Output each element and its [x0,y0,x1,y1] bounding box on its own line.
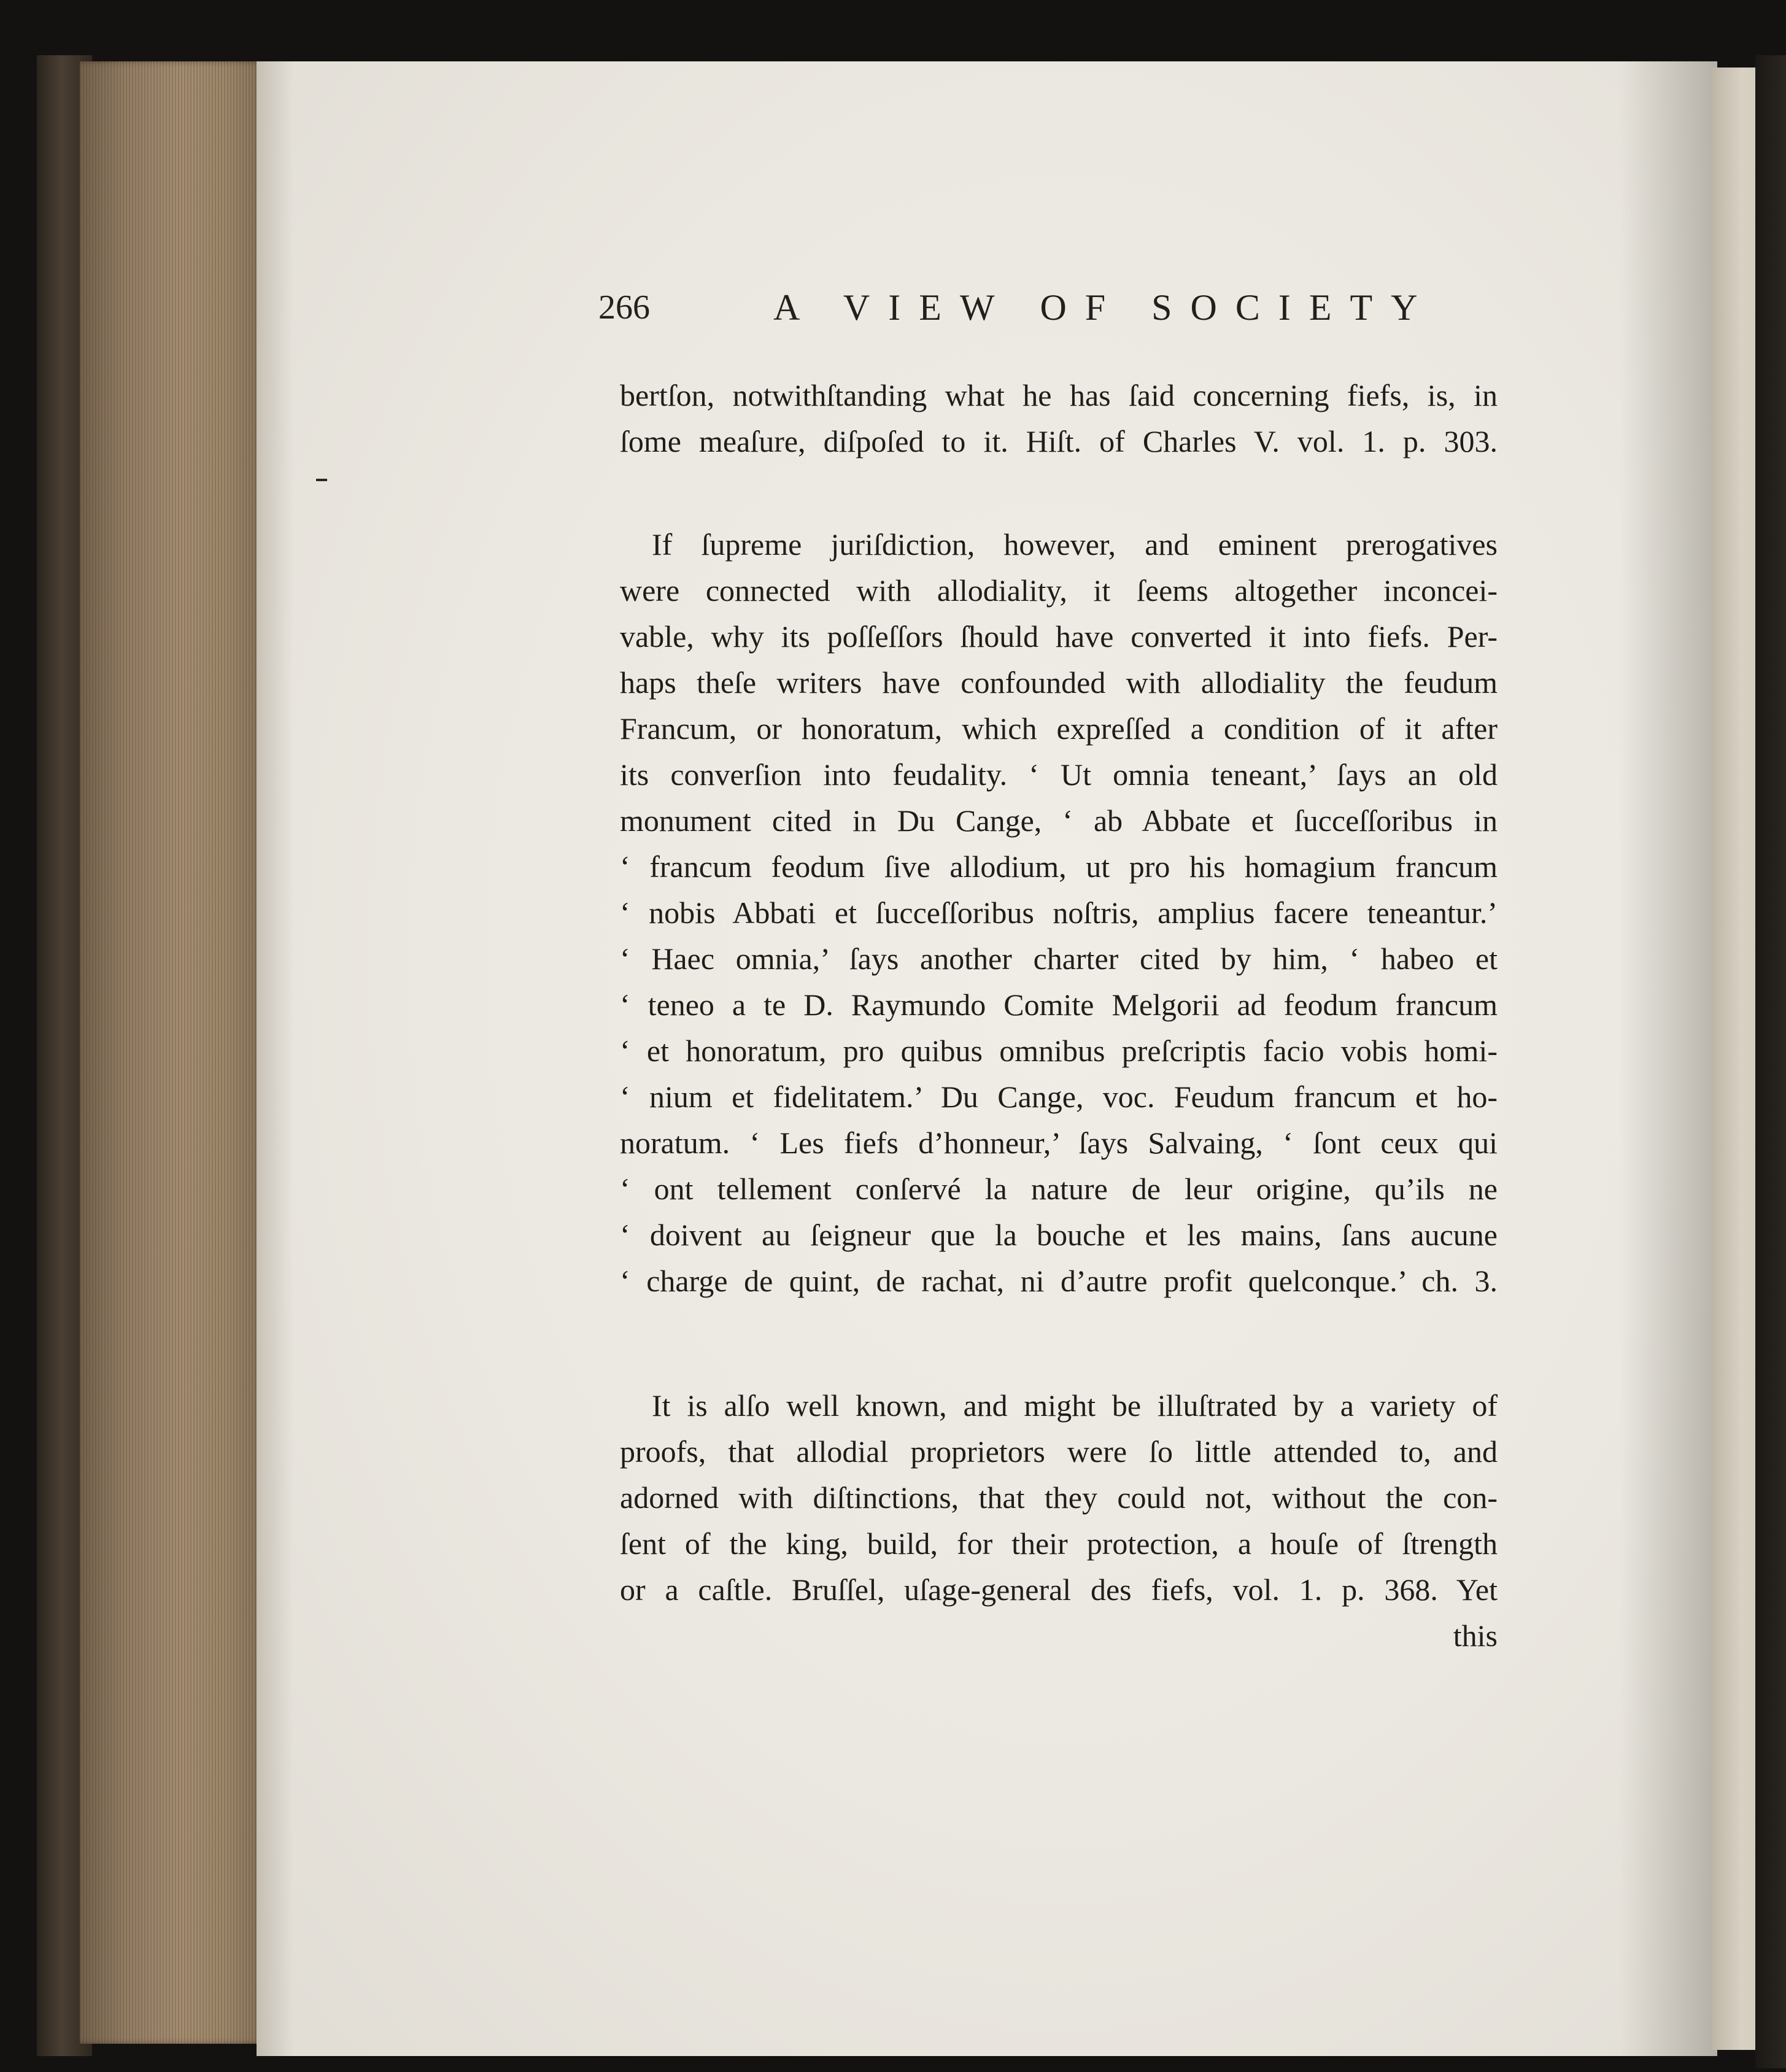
text-line: ſent of the king, build, for their protection, a houſe of ſtrength [620,1526,1498,1561]
text-line: ‘ teneo a te D. Raymundo Comite Melgorii ad feodum francum [620,988,1498,1022]
text-line: ‘ Haec omnia,’ ſays another charter cited by him, ‘ habeo et [620,941,1498,976]
text-line: ‘ nium et fidelitatem.’ Du Cange, voc. Feudum francum et ho- [620,1080,1498,1114]
text-line: ſome meaſure, diſpoſed to it. Hiſt. of Charles V. vol. 1. p. 303. [620,424,1498,458]
text-line: If ſupreme juriſdiction, however, and eminent prerogatives [652,527,1498,562]
text-line: ‘ francum feodum ſive allodium, ut pro his homagium francum [620,849,1498,884]
running-head [598,286,1436,329]
text-line: its converſion into feudality. ‘ Ut omnia teneant,’ ſays an old [620,757,1498,792]
text-line: bertſon, notwithſtanding what he has ſaid concerning fiefs, is, in [620,378,1498,412]
text-line: or a caſtle. Bruſſel, uſage-general des fiefs, vol. 1. p. 368. Yet [620,1572,1498,1607]
text-line: were connected with allodiality, it ſeems altogether inconcei- [620,573,1498,608]
text-line: ‘ et honoratum, pro quibus omnibus preſcriptis facio vobis homi- [620,1034,1498,1068]
text-line: noratum. ‘ Les fiefs d’honneur,’ ſays Salvaing, ‘ ſont ceux qui [620,1126,1498,1160]
paragraph-1 [620,373,1498,465]
page-fore-edge [80,61,264,2044]
catchword: this [1453,1618,1498,1653]
text-line: Francum, or honoratum, which expreſſed a condition of it after [620,711,1498,746]
margin-mark [316,479,327,481]
text-line: adorned with diſtinctions, that they could not, without the con- [620,1480,1498,1515]
paragraph-3 [620,1383,1498,1659]
text-line: haps theſe writers have confounded with allodiality the feudum [620,665,1498,700]
text-line: It is alſo well known, and might be illuſtrated by a variety of [652,1388,1498,1423]
book-cover-right [1755,55,1786,2068]
text-line: ‘ doivent au ſeigneur que la bouche et les mains, ſans aucune [620,1218,1498,1252]
running-head-title: A VIEW OF SOCIETY [773,287,1436,328]
text-line: ‘ ont tellement conſervé la nature de leur origine, qu’ils ne [620,1172,1498,1206]
text-line: vable, why its poſſeſſors ſhould have converted it into fiefs. Per- [620,619,1498,654]
text-line: ‘ charge de quint, de rachat, ni d’autre profit quelconque.’ ch. 3. [620,1264,1498,1298]
text-line: ‘ nobis Abbati et ſucceſſoribus noſtris, amplius facere teneantur.’ [620,895,1498,930]
paragraph-2 [620,522,1498,1304]
text-line: monument cited in Du Cange, ‘ ab Abbate et ſucceſſoribus in [620,803,1498,838]
page-number: 266 [598,288,650,327]
text-line: proofs, that allodial proprietors were ſo little attended to, and [620,1434,1498,1469]
